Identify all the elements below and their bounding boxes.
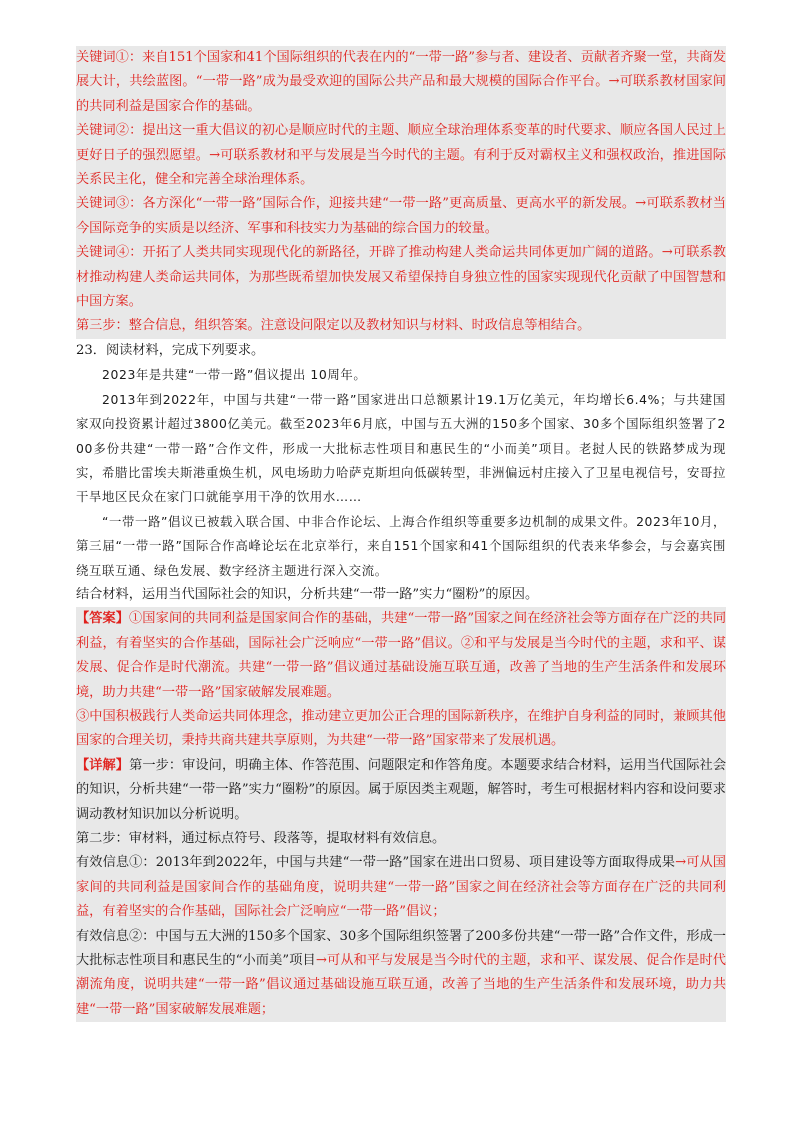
effective-info-1-text: 有效信息①：2013年到2022年，中国与共建“一带一路”国家在进出口贸易、项目建设等方面取得成果 <box>76 855 676 871</box>
answer-para-2: ③中国积极践行人类命运共同体理念，推动建立更加公正合理的国际新秩序，在维护自身利益的同时，兼顾其他国家的合理关切，秉持共商共建共享原则，为共建“一带一路”国家带来了发展机遇。 <box>76 708 726 749</box>
effective-info-2 <box>76 925 726 1023</box>
answer-text-1: ①国家间的共同利益是国家间合作的基础，共建“一带一路”国家之间在经济社会等方面存在广泛的共同利益，有着坚实的合作基础，国际社会广泛响应“一带一路”倡议。②和平与发展是当今时代的主题，求和平、谋发展、促合作是时代潮流。共建“一带一路”倡议通过基础设施互联互通，改善了当地的生产生活条件和发展环境，助力共建“一带一路”国家破解发展难题。 <box>76 611 727 700</box>
question-23 <box>76 339 726 607</box>
explain-step-1 <box>76 754 726 827</box>
answer-tag: 【答案】 <box>76 611 130 627</box>
explain-step-1-text: 第一步：审设问，明确主体、作答范围、问题限定和作答角度。本题要求结合材料，运用当代国际社会的知识，分析共建“一带一路”实力“圈粉”的原因。属于原因类主观题，解答时，考生可根据材料内容和设问要求调动教材知识加以分析说明。 <box>76 757 727 822</box>
explain-step-2: 第二步：审材料，通过标点符号、段落等，提取材料有效信息。 <box>76 831 446 846</box>
explain-block <box>76 754 726 1022</box>
document-page <box>76 46 726 1022</box>
keyword-4: 关键词④：开拓了人类共同实现现代化的新路径，开辟了推动构建人类命运共同体更加广阔的道路。→可联系教材推动构建人类命运共同体，为那些既希望加快发展又希望保持自身独立性的国家实现现代化贡献了中国智慧和中国方案。 <box>76 245 726 310</box>
effective-info-1 <box>76 851 726 924</box>
keyword-2: 关键词②：提出这一重大倡议的初心是顺应时代的主题、顺应全球治理体系变革的时代要求、顺应各国人民过上更好日子的强烈愿望。→可联系教材和平与发展是当今时代的主题。有利于反对霸权主义和强权政治，推进国际关系民主化，健全和完善全球治理体系。 <box>76 123 726 188</box>
answer-para-1 <box>76 607 726 705</box>
material-para-1: 2023年是共建“一带一路”倡议提出 10周年。 <box>102 367 367 383</box>
effective-info-2-link: →可从和平与发展是当今时代的主题，求和平、谋发展、促合作是时代潮流角度，说明共建“一带一路”倡议通过基础设施互联互通，改善了当地的生产生活条件和发展环境，助力共建“一带一路”国家破解发展难题； <box>76 953 726 1017</box>
keyword-3: 关键词③：各方深化“一带一路”国际合作，迎接共建“一带一路”更高质量、更高水平的新发展。→可联系教材当今国际竞争的实质是以经济、军事和科技实力为基础的综合国力的较量。 <box>76 196 726 236</box>
material-para-3: “一带一路”倡议已被载入联合国、中非合作论坛、上海合作组织等重要多边机制的成果文件。2023年10月，第三届“一带一路”国际合作高峰论坛在北京举行，来自151个国家和41个国际组织的代表来华参会，与会嘉宾围绕互联互通、绿色发展、数字经济主题进行深入交流。 <box>76 513 726 578</box>
question-prompt: 结合材料，运用当代国际社会的知识，分析共建“一带一路”实力“圈粉”的原因。 <box>76 586 539 602</box>
effective-info-1-link: →可从国家间的共同利益是国家间合作的基础角度，说明共建“一带一路”国家之间在经济社会等方面存在广泛的共同利益，有着坚实的合作基础，国际社会广泛响应“一带一路”倡议； <box>76 855 726 920</box>
step-3: 第三步：整合信息，组织答案。注意设问限定以及教材知识与材料、时政信息等相结合。 <box>76 318 591 334</box>
keyword-1: 关键词①：来自151个国家和41个国际组织的代表在内的“一带一路”参与者、建设者、贡献者齐聚一堂，共商发展大计，共绘蓝图。“一带一路”成为最受欢迎的国际公共产品和最大规模的国际合作平台。→可联系教材国家间的共同利益是国家合作的基础。 <box>76 50 726 114</box>
effective-info-2-text: 有效信息②：中国与五大洲的150多个国家、30多个国际组织签署了200多份共建“一带一路”合作文件，形成一大批标志性项目和惠民生的“小而美”项目 <box>76 928 726 969</box>
analysis-continued-block <box>76 46 726 339</box>
material-para-2: 2013年到2022年，中国与共建“一带一路”国家进出口总额累计19.1万亿美元，年均增长6.4%；与共建国家双向投资累计超过3800亿美元。截至2023年6月底，中国与五大洲的150多个国家、30多个国际组织签署了200多份共建“一带一路”合作文件，形成一大批标志性项目和惠民生的“小而美”项目。老挝人民的铁路梦成为现实，希腊比雷埃夫斯港重焕生机，风电场助力哈萨克斯坦向低碳转型，非洲偏远村庄接入了卫星电视信号，安哥拉干旱地区民众在家门口就能享用干净的饮用水…… <box>76 391 726 505</box>
question-heading: 23．阅读材料，完成下列要求。 <box>76 342 265 358</box>
answer-block <box>76 607 726 753</box>
explain-tag: 【详解】 <box>76 757 130 773</box>
